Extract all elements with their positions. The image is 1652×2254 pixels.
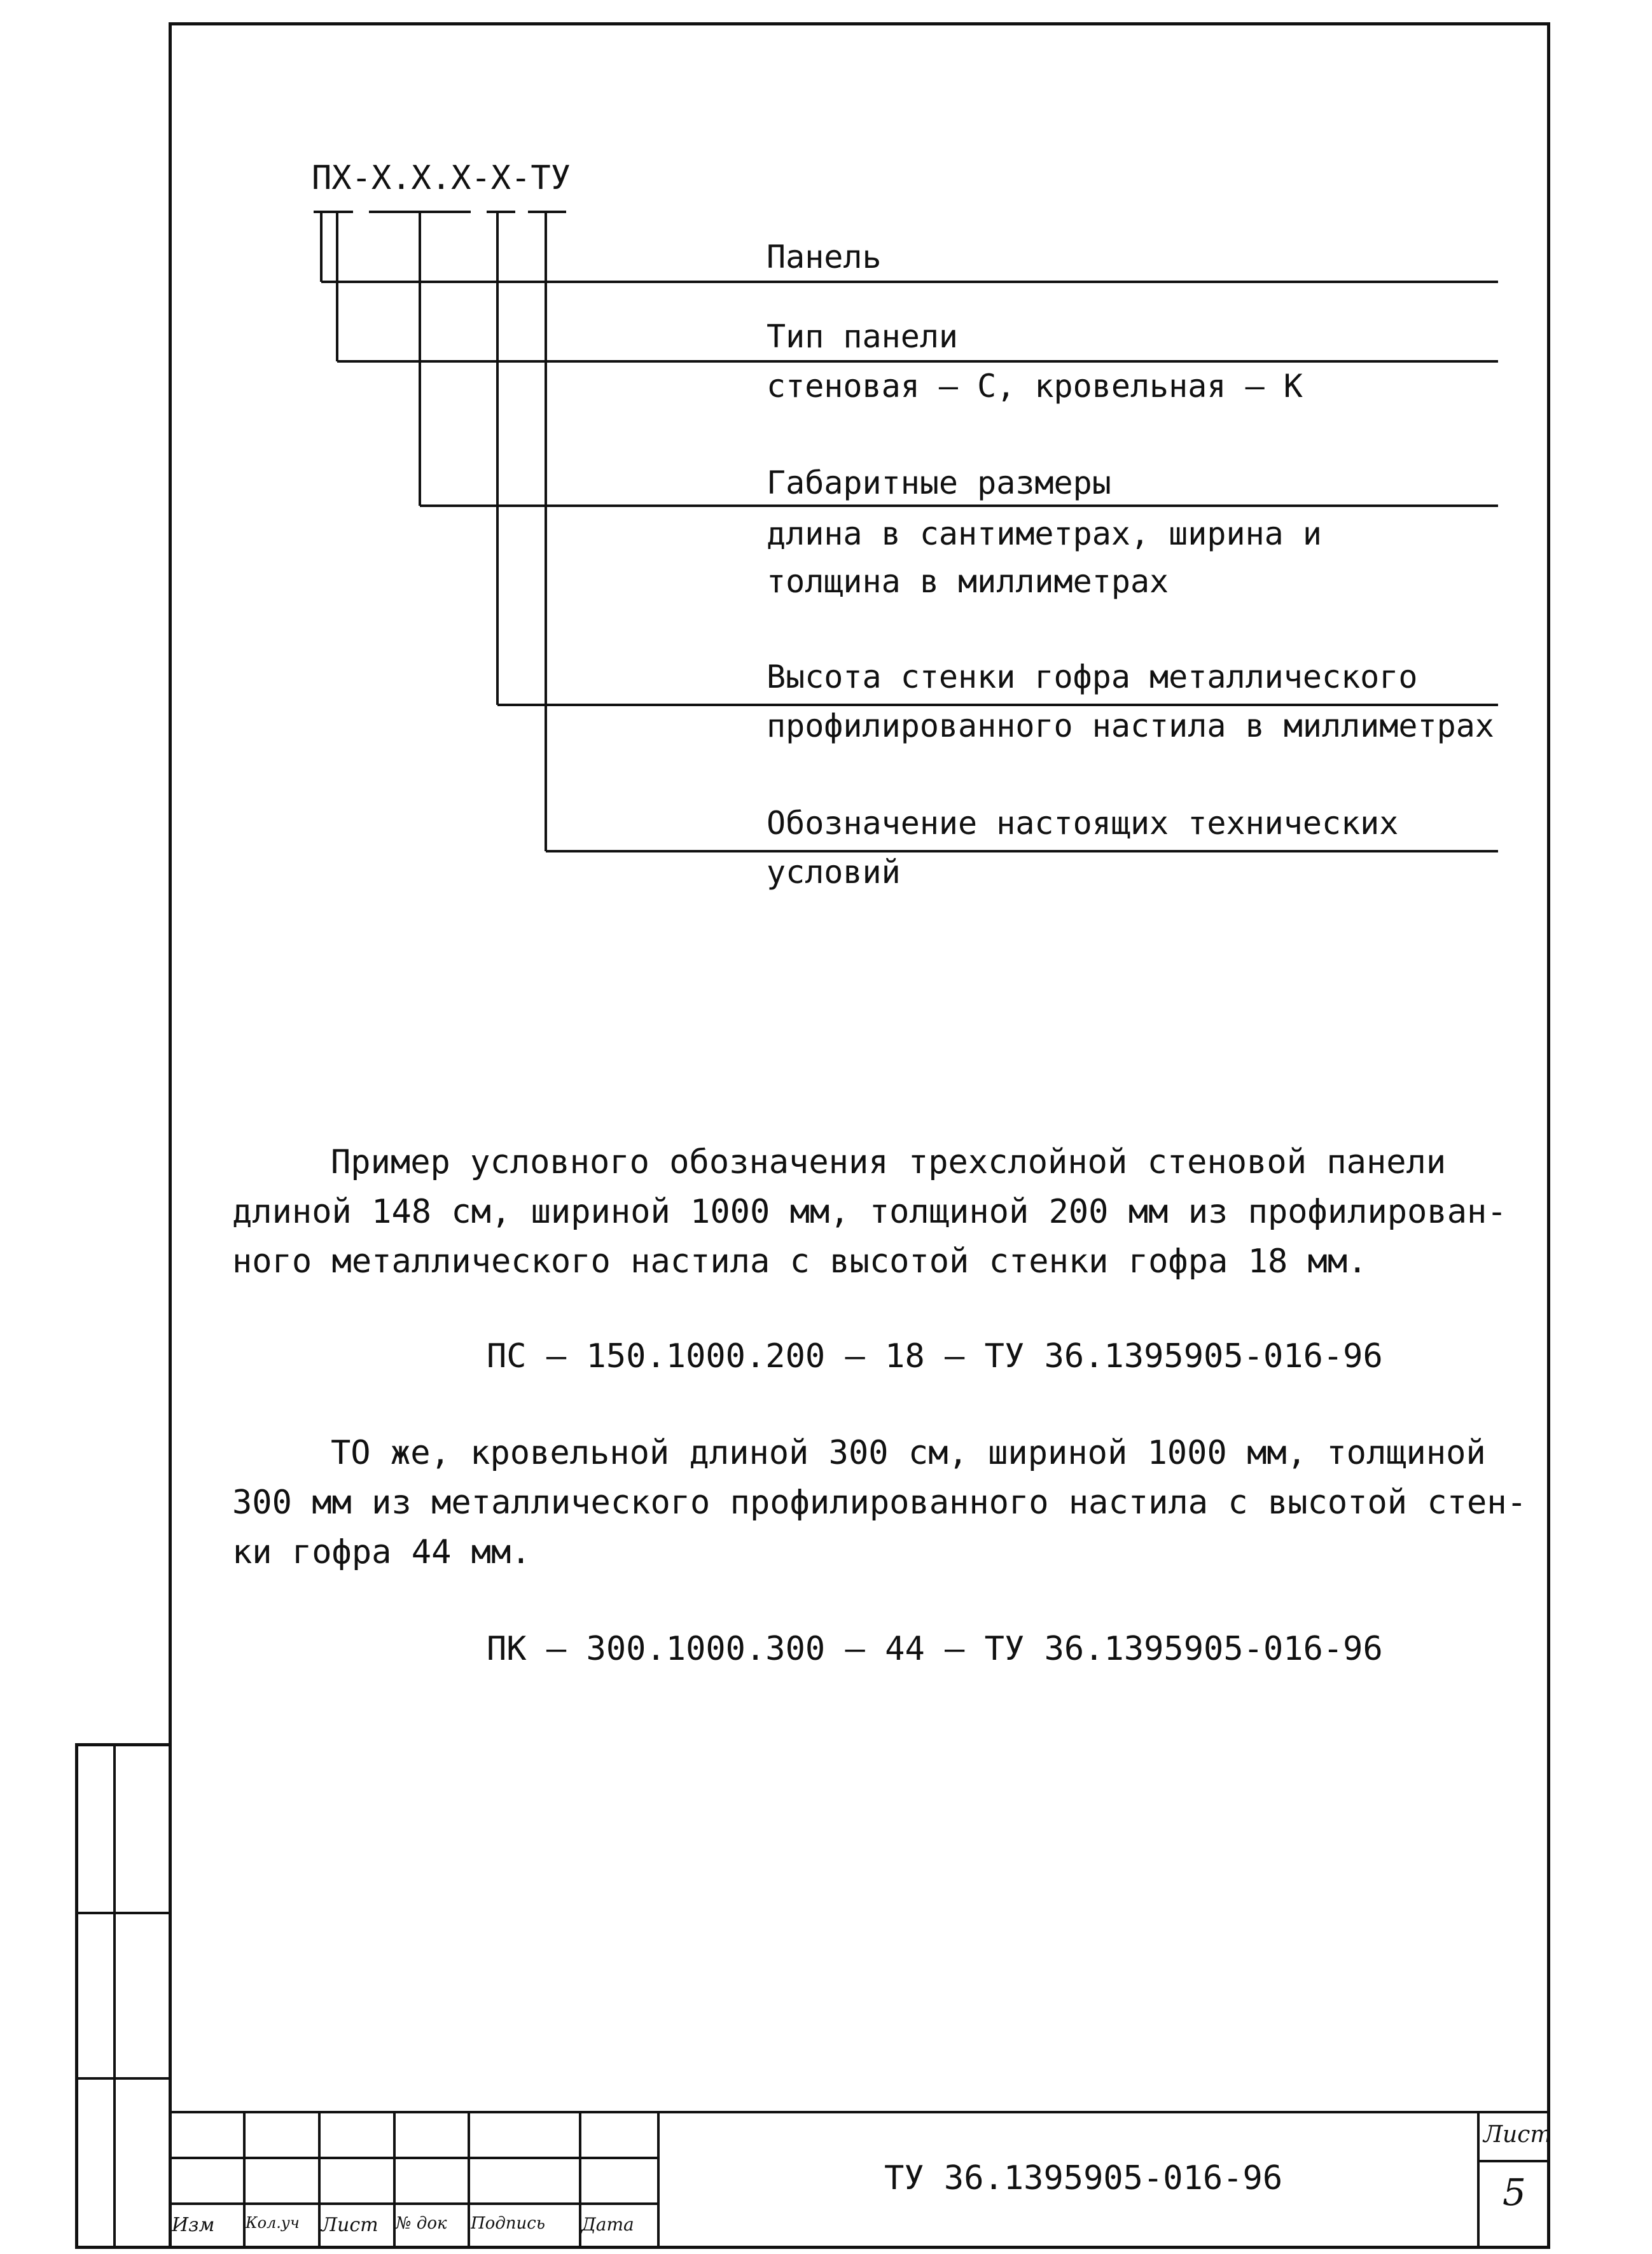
- label-corrugation-height-1: Высота стенки гофра металлического: [767, 658, 1418, 695]
- label-panel-type: Тип панели: [767, 318, 959, 355]
- column-kol-uch: Кол.уч: [246, 2214, 300, 2232]
- example-second-line-3: ки гофра 44 мм.: [232, 1533, 531, 1571]
- example-intro-line-3: ного металлического настила с высотой стенки гофра 18 мм.: [232, 1242, 1368, 1281]
- column-izm: Изм: [172, 2214, 215, 2236]
- label-dimensions: Габаритные размеры: [767, 464, 1111, 501]
- example-second-line-1: ТО же, кровельной длиной 300 см, шириной 1000 мм, толщиной: [331, 1434, 1486, 1472]
- label-corrugation-height-2: профилированного настила в миллиметрах: [767, 707, 1494, 744]
- label-panel: Панель: [767, 239, 882, 275]
- label-spec-designation-2: условий: [767, 854, 901, 891]
- label-panel-type-values: стеновая – С, кровельная – К: [767, 368, 1303, 405]
- label-dimensions-desc-2: толщина в миллиметрах: [767, 563, 1169, 600]
- title-block-col-4: [468, 2111, 470, 2249]
- example-code-2: ПК – 300.1000.300 – 44 – ТУ 36.1395905-016-96: [487, 1630, 1383, 1668]
- label-spec-designation-1: Обозначение настоящих технических: [767, 805, 1399, 842]
- title-block-row-line-2: [169, 2202, 658, 2205]
- label-dimensions-desc-1: длина в сантиметрах, ширина и: [767, 515, 1322, 552]
- title-block-col-6: [657, 2111, 660, 2249]
- title-block-top-line: [169, 2111, 1550, 2113]
- example-second-line-2: 300 мм из металлического профилированного настила с высотой стен-: [232, 1484, 1527, 1522]
- title-block-doc-code: ТУ 36.1395905-016-96: [884, 2159, 1283, 2197]
- title-block-col-7: [1477, 2111, 1480, 2249]
- sheet-label: Лист: [1483, 2122, 1552, 2148]
- column-date: Дата: [581, 2214, 634, 2235]
- column-doc-num: № док: [396, 2214, 447, 2233]
- sheet-number: 5: [1503, 2171, 1526, 2214]
- column-list: Лист: [321, 2214, 378, 2236]
- sheet-cell-divider: [1477, 2160, 1550, 2162]
- title-block-col-2: [318, 2111, 321, 2249]
- example-intro-line-1: Пример условного обозначения трехслойной стеновой панели: [331, 1143, 1447, 1181]
- designation-code: ПХ-Х.Х.Х-Х-ТУ: [312, 159, 571, 197]
- column-signature: Подпись: [471, 2214, 546, 2233]
- example-code-1: ПС – 150.1000.200 – 18 – ТУ 36.1395905-016-96: [487, 1337, 1383, 1375]
- title-block-row-line-1: [169, 2157, 658, 2159]
- example-intro-line-2: длиной 148 см, шириной 1000 мм, толщиной 200 мм из профилирован-: [232, 1193, 1507, 1231]
